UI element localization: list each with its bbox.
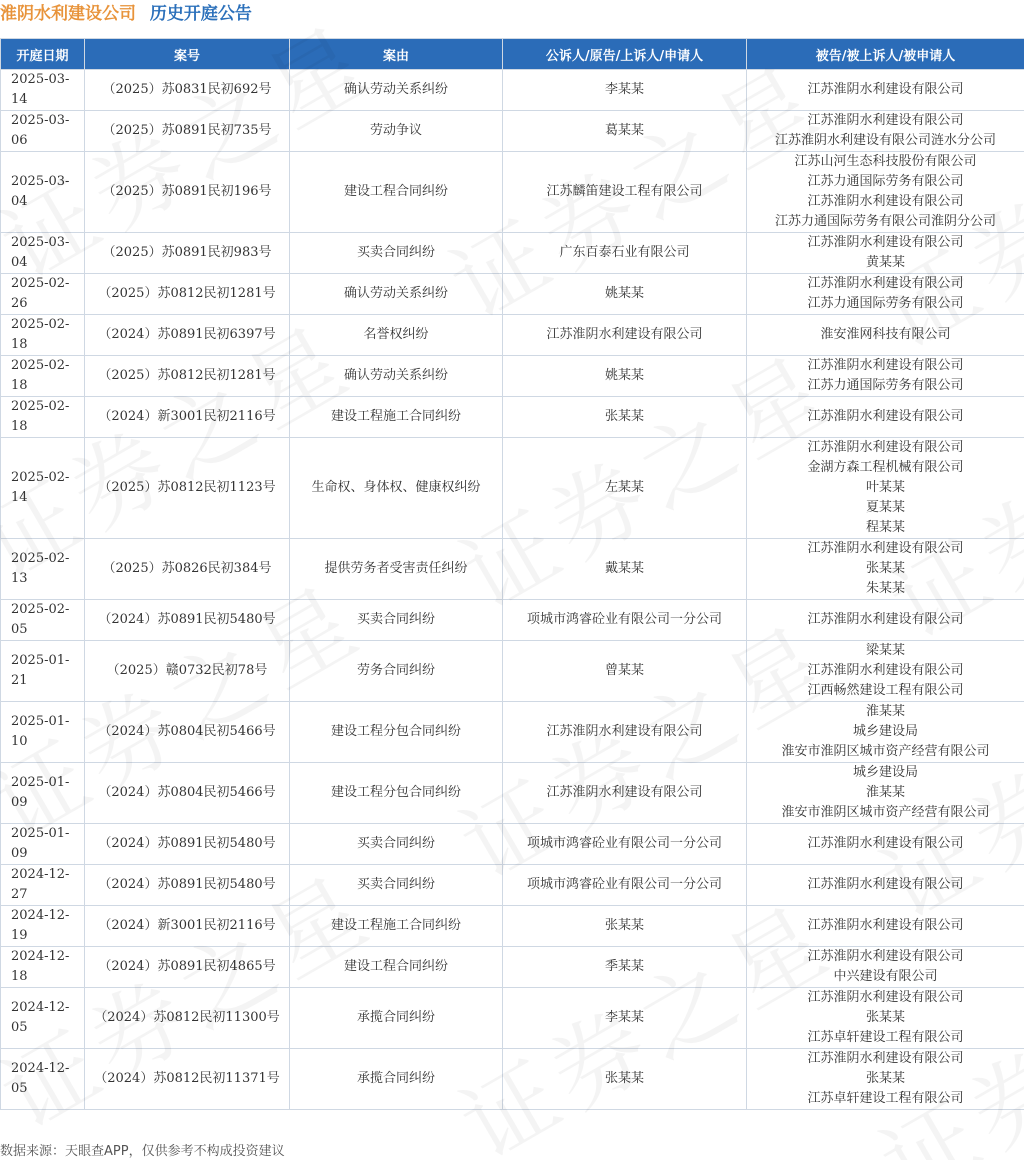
case-cause-cell: 生命权、身体权、健康权纠纷: [290, 438, 503, 539]
defendant-name: 江苏淮阴水利建设有限公司: [807, 409, 964, 424]
plaintiff-cell: 项城市鸿睿砼业有限公司一分公司: [503, 824, 747, 865]
case-cause-cell: 确认劳动关系纠纷: [290, 356, 503, 397]
hearing-date-cell: 2025-03-06: [1, 111, 85, 152]
case-number-cell: （2025）苏0826民初384号: [85, 539, 290, 600]
company-title: 淮阴水利建设公司: [0, 4, 136, 24]
page-title-bar: [0, 0, 252, 32]
column-header-date: 开庭日期: [1, 39, 85, 70]
defendant-name: 江苏淮阴水利建设有限公司: [807, 1051, 964, 1066]
case-cause-cell: 建设工程合同纠纷: [290, 152, 503, 233]
case-number-cell: （2024）苏0891民初5480号: [85, 600, 290, 641]
column-header-cause: 案由: [290, 39, 503, 70]
case-number-cell: （2025）苏0891民初735号: [85, 111, 290, 152]
table-row: [1, 824, 1024, 865]
defendant-name: 淮某某: [865, 704, 905, 719]
defendant-cell: [747, 600, 1024, 641]
column-header-plaintiff: 公诉人/原告/上诉人/申请人: [503, 39, 747, 70]
defendant-name: 江苏淮阴水利建设有限公司: [807, 836, 964, 851]
defendant-cell: [747, 763, 1024, 824]
defendant-cell: [747, 702, 1024, 763]
data-source-note: 数据来源：天眼查APP，仅供参考不构成投资建议: [0, 1144, 285, 1159]
case-number-cell: （2024）苏0804民初5466号: [85, 702, 290, 763]
defendant-name: 江苏淮阴水利建设有限公司: [807, 541, 964, 556]
hearing-date-cell: 2025-01-09: [1, 824, 85, 865]
defendant-name: 江西畅然建设工程有限公司: [807, 683, 964, 698]
defendant-name: 江苏山河生态科技股份有限公司: [794, 154, 977, 169]
hearing-date-cell: 2024-12-19: [1, 906, 85, 947]
table-row: [1, 233, 1024, 274]
case-number-cell: （2025）苏0812民初1281号: [85, 274, 290, 315]
hearing-date-cell: 2025-01-10: [1, 702, 85, 763]
table-row: [1, 1049, 1024, 1110]
defendant-name: 江苏力通国际劳务有限公司: [807, 296, 964, 311]
court-hearing-table: [0, 38, 1024, 1110]
plaintiff-cell: 项城市鸿睿砼业有限公司一分公司: [503, 865, 747, 906]
hearing-date-cell: 2025-02-26: [1, 274, 85, 315]
defendant-name: 江苏淮阴水利建设有限公司: [807, 82, 964, 97]
defendant-name: 江苏淮阴水利建设有限公司: [807, 235, 964, 250]
defendant-name: 城乡建设局: [852, 724, 918, 739]
case-cause-cell: 承揽合同纠纷: [290, 1049, 503, 1110]
case-cause-cell: 建设工程合同纠纷: [290, 947, 503, 988]
case-number-cell: （2025）苏0831民初692号: [85, 70, 290, 111]
hearing-date-cell: 2024-12-05: [1, 1049, 85, 1110]
table-row: [1, 763, 1024, 824]
case-cause-cell: 建设工程施工合同纠纷: [290, 397, 503, 438]
plaintiff-cell: 张某某: [503, 397, 747, 438]
table-row: [1, 315, 1024, 356]
plaintiff-cell: 江苏淮阴水利建设有限公司: [503, 763, 747, 824]
hearing-date-cell: 2025-03-14: [1, 70, 85, 111]
hearing-date-cell: 2025-03-04: [1, 233, 85, 274]
defendant-cell: [747, 70, 1024, 111]
defendant-cell: [747, 315, 1024, 356]
defendant-cell: [747, 865, 1024, 906]
defendant-cell: [747, 947, 1024, 988]
case-number-cell: （2024）苏0812民初11371号: [85, 1049, 290, 1110]
case-cause-cell: 建设工程施工合同纠纷: [290, 906, 503, 947]
table-row: [1, 356, 1024, 397]
plaintiff-cell: 张某某: [503, 1049, 747, 1110]
plaintiff-cell: 戴某某: [503, 539, 747, 600]
table-row: [1, 600, 1024, 641]
plaintiff-cell: 广东百泰石业有限公司: [503, 233, 747, 274]
hearing-date-cell: 2025-03-04: [1, 152, 85, 233]
case-cause-cell: 买卖合同纠纷: [290, 865, 503, 906]
column-header-defendant: 被告/被上诉人/被申请人: [747, 39, 1024, 70]
case-cause-cell: 确认劳动关系纠纷: [290, 274, 503, 315]
hearing-date-cell: 2024-12-27: [1, 865, 85, 906]
defendant-cell: [747, 152, 1024, 233]
page-subtitle: 历史开庭公告: [149, 4, 252, 24]
case-cause-cell: 买卖合同纠纷: [290, 233, 503, 274]
table-row: [1, 641, 1024, 702]
hearing-date-cell: 2025-02-13: [1, 539, 85, 600]
case-cause-cell: 建设工程分包合同纠纷: [290, 702, 503, 763]
defendant-name: 夏某某: [865, 500, 905, 515]
defendant-cell: [747, 641, 1024, 702]
case-number-cell: （2024）苏0891民初5480号: [85, 865, 290, 906]
column-header-case-number: 案号: [85, 39, 290, 70]
case-cause-cell: 建设工程分包合同纠纷: [290, 763, 503, 824]
table-body: [1, 70, 1024, 1110]
defendant-name: 淮安市淮阴区城市资产经营有限公司: [781, 805, 990, 820]
plaintiff-cell: 项城市鸿睿砼业有限公司一分公司: [503, 600, 747, 641]
defendant-name: 梁某某: [865, 643, 905, 658]
table-row: [1, 438, 1024, 539]
defendant-name: 江苏淮阴水利建设有限公司: [807, 194, 964, 209]
hearing-date-cell: 2025-02-18: [1, 356, 85, 397]
defendant-name: 江苏卓轩建设工程有限公司: [807, 1030, 964, 1045]
defendant-cell: [747, 111, 1024, 152]
case-number-cell: （2025）苏0891民初196号: [85, 152, 290, 233]
defendant-name: 江苏淮阴水利建设有限公司: [807, 440, 964, 455]
defendant-name: 江苏淮阴水利建设有限公司: [807, 113, 964, 128]
plaintiff-cell: 李某某: [503, 70, 747, 111]
plaintiff-cell: 江苏淮阴水利建设有限公司: [503, 702, 747, 763]
defendant-name: 淮某某: [865, 785, 905, 800]
defendant-name: 淮安淮网科技有限公司: [820, 327, 951, 342]
case-number-cell: （2024）新3001民初2116号: [85, 906, 290, 947]
defendant-name: 江苏力通国际劳务有限公司: [807, 378, 964, 393]
hearing-date-cell: 2025-02-05: [1, 600, 85, 641]
table-header-row: [1, 39, 1024, 70]
defendant-cell: [747, 233, 1024, 274]
defendant-name: 张某某: [865, 561, 905, 576]
defendant-name: 江苏淮阴水利建设有限公司: [807, 276, 964, 291]
defendant-cell: [747, 824, 1024, 865]
case-number-cell: （2025）苏0891民初983号: [85, 233, 290, 274]
table-row: [1, 70, 1024, 111]
case-cause-cell: 买卖合同纠纷: [290, 600, 503, 641]
hearing-date-cell: 2025-02-18: [1, 397, 85, 438]
table-row: [1, 988, 1024, 1049]
plaintiff-cell: 李某某: [503, 988, 747, 1049]
defendant-cell: [747, 906, 1024, 947]
defendant-name: 江苏力通国际劳务有限公司淮阴分公司: [774, 214, 996, 229]
case-cause-cell: 提供劳务者受害责任纠纷: [290, 539, 503, 600]
defendant-name: 中兴建设有限公司: [833, 969, 938, 984]
defendant-name: 江苏淮阴水利建设有限公司涟水分公司: [774, 133, 996, 148]
plaintiff-cell: 葛某某: [503, 111, 747, 152]
table-row: [1, 702, 1024, 763]
case-cause-cell: 承揽合同纠纷: [290, 988, 503, 1049]
case-number-cell: （2025）苏0812民初1281号: [85, 356, 290, 397]
case-cause-cell: 确认劳动关系纠纷: [290, 70, 503, 111]
defendant-name: 黄某某: [865, 255, 905, 270]
table-row: [1, 274, 1024, 315]
defendant-name: 淮安市淮阴区城市资产经营有限公司: [781, 744, 990, 759]
case-cause-cell: 买卖合同纠纷: [290, 824, 503, 865]
plaintiff-cell: 左某某: [503, 438, 747, 539]
defendant-name: 叶某某: [865, 480, 905, 495]
case-cause-cell: 名誉权纠纷: [290, 315, 503, 356]
case-number-cell: （2025）赣0732民初78号: [85, 641, 290, 702]
defendant-cell: [747, 397, 1024, 438]
defendant-name: 程某某: [865, 520, 905, 535]
table-row: [1, 906, 1024, 947]
defendant-name: 城乡建设局: [852, 765, 918, 780]
defendant-name: 金湖方森工程机械有限公司: [807, 460, 964, 475]
defendant-name: 江苏卓轩建设工程有限公司: [807, 1091, 964, 1106]
defendant-name: 张某某: [865, 1010, 905, 1025]
hearing-date-cell: 2024-12-05: [1, 988, 85, 1049]
defendant-cell: [747, 1049, 1024, 1110]
plaintiff-cell: 江苏淮阴水利建设有限公司: [503, 315, 747, 356]
hearing-date-cell: 2025-01-09: [1, 763, 85, 824]
defendant-name: 张某某: [865, 1071, 905, 1086]
table-row: [1, 539, 1024, 600]
case-number-cell: （2024）苏0891民初4865号: [85, 947, 290, 988]
defendant-name: 江苏力通国际劳务有限公司: [807, 174, 964, 189]
table-row: [1, 111, 1024, 152]
plaintiff-cell: 姚某某: [503, 274, 747, 315]
case-cause-cell: 劳动争议: [290, 111, 503, 152]
defendant-name: 朱某某: [865, 581, 905, 596]
table-row: [1, 865, 1024, 906]
defendant-name: 江苏淮阴水利建设有限公司: [807, 612, 964, 627]
defendant-cell: [747, 539, 1024, 600]
defendant-name: 江苏淮阴水利建设有限公司: [807, 877, 964, 892]
defendant-cell: [747, 988, 1024, 1049]
case-number-cell: （2024）苏0891民初6397号: [85, 315, 290, 356]
case-number-cell: （2024）苏0891民初5480号: [85, 824, 290, 865]
plaintiff-cell: 张某某: [503, 906, 747, 947]
hearing-date-cell: 2025-01-21: [1, 641, 85, 702]
case-number-cell: （2024）新3001民初2116号: [85, 397, 290, 438]
table-row: [1, 947, 1024, 988]
defendant-name: 江苏淮阴水利建设有限公司: [807, 663, 964, 678]
defendant-cell: [747, 356, 1024, 397]
plaintiff-cell: 姚某某: [503, 356, 747, 397]
plaintiff-cell: 季某某: [503, 947, 747, 988]
table-row: [1, 397, 1024, 438]
hearing-date-cell: 2024-12-18: [1, 947, 85, 988]
table-row: [1, 152, 1024, 233]
case-number-cell: （2024）苏0804民初5466号: [85, 763, 290, 824]
case-number-cell: （2024）苏0812民初11300号: [85, 988, 290, 1049]
case-number-cell: （2025）苏0812民初1123号: [85, 438, 290, 539]
defendant-cell: [747, 274, 1024, 315]
hearing-date-cell: 2025-02-14: [1, 438, 85, 539]
hearing-date-cell: 2025-02-18: [1, 315, 85, 356]
defendant-name: 江苏淮阴水利建设有限公司: [807, 358, 964, 373]
plaintiff-cell: 曾某某: [503, 641, 747, 702]
defendant-name: 江苏淮阴水利建设有限公司: [807, 990, 964, 1005]
plaintiff-cell: 江苏麟笛建设工程有限公司: [503, 152, 747, 233]
defendant-name: 江苏淮阴水利建设有限公司: [807, 949, 964, 964]
case-cause-cell: 劳务合同纠纷: [290, 641, 503, 702]
defendant-name: 江苏淮阴水利建设有限公司: [807, 918, 964, 933]
defendant-cell: [747, 438, 1024, 539]
